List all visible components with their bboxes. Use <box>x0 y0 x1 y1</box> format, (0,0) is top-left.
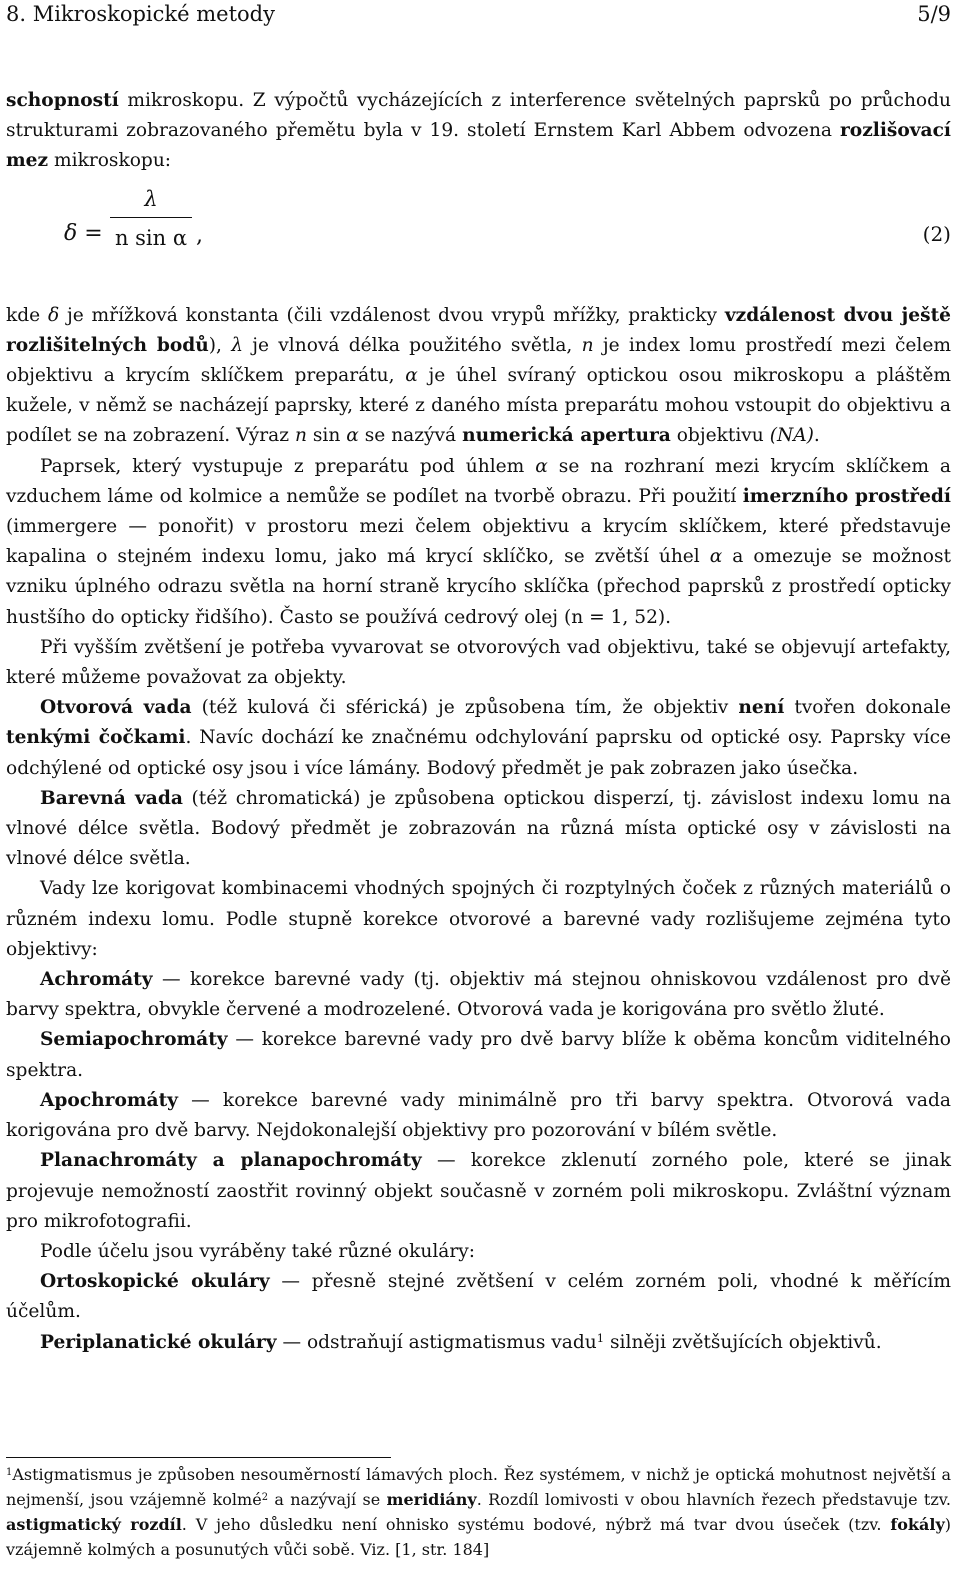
text: (též kulová či sférická) je způsobena tím, že objektiv <box>191 697 739 719</box>
text: . Rozdíl lomivosti v obou hlavních řezech představuje tzv. <box>476 1490 951 1509</box>
symbol: α <box>709 546 723 568</box>
text: ), <box>208 334 232 356</box>
text: — odstraňují astigmatismus vadu <box>276 1331 597 1353</box>
text: . Navíc dochází ke značnému odchylování paprsku od optické osy. Paprsky více odchýlené od optické osy jsou i více lámány. Bodový předmět je pak zobrazen jako úsečka. <box>6 727 951 779</box>
page-header <box>6 2 951 28</box>
formula-numerator: λ <box>144 186 158 211</box>
text: . V jeho důsledku není ohnisko systému bodové, nýbrž má tvar dvou úseček (tzv. <box>181 1515 891 1534</box>
paragraph-definitions <box>6 301 951 452</box>
term-fokaly: fokály <box>890 1515 945 1534</box>
term-astigmaticky-rozdil: astigmatický rozdíl <box>6 1515 182 1534</box>
footnote-ref[interactable]: 1 <box>596 1330 605 1345</box>
text: se na rozhraní mezi krycím sklíčkem a vzduchem láme od kolmice a nemůže se podílet na tvorbě obrazu. Při použití <box>6 455 951 507</box>
symbol: α <box>535 455 548 477</box>
term-tenke-cocky: tenkými čočkami <box>6 727 186 749</box>
equation-number: (2) <box>922 221 951 246</box>
paragraph-resolution-limit <box>6 86 951 177</box>
formula-abbe-limit <box>6 177 951 301</box>
page-number: 5/9 <box>917 2 951 26</box>
text: je vlnová délka použitého světla, <box>243 334 582 356</box>
paragraph-orthoscopic <box>6 1267 951 1327</box>
paragraph-planachromats <box>6 1146 951 1237</box>
text: a omezuje se možnost vzniku úplného odrazu světla na horní straně krycího sklíčka (přechod paprsků z prostředí opticky hustšího do opticky řidšího). Často se používá cedrový olej (n = 1, 52). <box>6 546 951 628</box>
text: se nazývá <box>358 425 463 447</box>
paragraph-correction <box>6 874 951 965</box>
paragraph-eyepieces-intro <box>6 1237 951 1267</box>
footnote-rule <box>6 1457 391 1458</box>
text: ) vzájemně kolmých a posunutých vůči sobě. Viz. [1, str. 184] <box>6 1515 951 1559</box>
symbol: α <box>346 425 359 447</box>
symbol: n <box>294 425 307 447</box>
text: (immergere — ponořit) v prostoru mezi čelem objektivu a krycím sklíčkem, které představuje kapalina o stejném indexu lomu, jako má krycí sklíčko, se zvětší úhel <box>6 516 951 568</box>
text: — korekce barevné vady minimálně pro tři barvy spektra. Otvorová vada korigována pro dvě barvy. Nejdokonalejší objektivy pro pozorování v bílém světle. <box>6 1089 951 1142</box>
term-vzdalenost-bodu: vzdálenost dvou ještě rozlišitelných bodů <box>6 304 952 356</box>
text: — korekce zklenutí zorného pole, které se jinak projevuje nemožností zaostřit rovinný objekt současně v zorném poli mikroskopu. Zvláštní význam pro mikrofotografii. <box>6 1150 951 1232</box>
footnote-text <box>6 1462 951 1562</box>
formula-denominator: n sin α <box>114 225 188 250</box>
text: Astigmatismus je způsoben nesouměrností lámavých ploch. Řez systémem, v nichž je optická mohutnost největší a nejmenší, jsou vzájemně kolmé <box>6 1465 951 1509</box>
footnote <box>6 1462 951 1562</box>
text: tvořen dokonale <box>784 697 951 719</box>
paragraph-achromats <box>6 965 951 1025</box>
formula-comma: , <box>196 222 203 248</box>
term-neni: není <box>738 697 785 719</box>
formula-lhs: δ = <box>64 220 103 246</box>
text: Při vyšším zvětšení je potřeba vyvarovat se otvorových vad objektivu, také se objevují artefakty, které můžeme považovat za objekty. <box>6 636 951 689</box>
paragraph-immersion <box>6 452 951 633</box>
symbol: α <box>405 365 418 387</box>
term-numericka-apertura: numerická apertura <box>462 425 671 447</box>
text: mikroskopu: <box>48 150 172 172</box>
footnote-marker: 1 <box>6 1467 13 1479</box>
paragraph-semiapochromats <box>6 1025 951 1085</box>
term-otvorova-vada: Otvorová vada <box>40 697 192 719</box>
text: je mřížková konstanta (čili vzdálenost dvou vrypů mřížky, prakticky <box>59 304 725 326</box>
text: — přesně stejné zvětšení v celém zorném poli, vhodné k měřícím účelům. <box>6 1271 952 1323</box>
term-ortoskopicke-okulary: Ortoskopické okuláry <box>40 1271 270 1293</box>
text: mikroskopu. Z výpočtů vycházejících z interference světelných paprsků po průchodu strukturami zobrazovaného přemětu byla v 19. století Ernstem Karl Abbem odvozena <box>6 90 951 142</box>
term-barevna-vada: Barevná vada <box>40 787 183 809</box>
term-apochromaty: Apochromáty <box>40 1089 178 1111</box>
text: sin <box>306 425 347 447</box>
text: je index lomu prostředí mezi čelem objektivu a krycím sklíčkem preparátu, <box>6 334 951 387</box>
text: Podle účelu jsou vyráběny také různé okuláry: <box>40 1240 476 1262</box>
text: Paprsek, který vystupuje z preparátu pod úhlem <box>40 455 536 477</box>
footnote-ref: 2 <box>261 1492 268 1504</box>
paragraph-aberrations-intro <box>6 633 951 693</box>
main-text <box>6 86 951 1358</box>
term-semiapochromaty: Semiapochromáty <box>40 1029 228 1051</box>
term-imerzni-prostredi: imerzního prostředí <box>742 485 951 507</box>
term-rozlisovaci-mez: rozlišovací mez <box>6 120 951 172</box>
term-meridiany: meridiány <box>386 1490 477 1509</box>
symbol: (NA) <box>769 425 814 447</box>
text: je úhel svíraný optickou osou mikroskopu a pláštěm kužele, v němž se nacházejí paprsky, které z daného místa preparátu mohou vstoupit do objektivu a podílet se na zobrazení. Výraz <box>6 365 951 447</box>
term-planachromaty: Planachromáty a planapochromáty <box>40 1150 422 1172</box>
text: silněji zvětšujících objektivů. <box>604 1331 882 1353</box>
term-achromaty: Achromáty <box>40 969 153 991</box>
paragraph-periplanatic <box>6 1328 951 1358</box>
text: . <box>813 425 820 447</box>
paragraph-apochromats <box>6 1086 951 1146</box>
term-periplanaticke-okulary: Periplanatické okuláry <box>40 1331 277 1353</box>
text: (též chromatická) je způsobena optickou disperzí, tj. závislost indexu lomu na vlnové délce světla. Bodový předmět je zobrazován na různá místa optické osy v závislosti na vlnové délce světla. <box>6 787 951 870</box>
paragraph-chromatic-aberration <box>6 784 951 875</box>
fraction-bar <box>110 217 192 218</box>
chapter-title: 8. Mikroskopické metody <box>6 2 275 26</box>
text: a nazývají se <box>268 1490 387 1509</box>
text: Vady lze korigovat kombinacemi vhodných spojných či rozptylných čoček z různých materiálů o různém indexu lomu. Podle stupně korekce otvorové a barevné vady rozlišujeme zejména tyto objektivy: <box>6 878 951 960</box>
symbol: n <box>581 334 594 356</box>
text: — korekce barevné vady (tj. objektiv má stejnou ohniskovou vzdálenost pro dvě barvy spektra, obvykle červené a modrozelené. Otvorová vada je korigována pro světlo žluté. <box>6 969 951 1021</box>
text: objektivu <box>670 425 770 447</box>
text: — korekce barevné vady pro dvě barvy blíže k oběma koncům viditelného spektra. <box>6 1029 951 1081</box>
text: kde <box>6 304 48 326</box>
symbol: λ <box>231 334 244 356</box>
formula-fraction <box>110 183 192 254</box>
symbol: δ <box>47 304 60 326</box>
paragraph-spherical-aberration <box>6 693 951 784</box>
term-schopnosti: schopností <box>6 90 119 111</box>
